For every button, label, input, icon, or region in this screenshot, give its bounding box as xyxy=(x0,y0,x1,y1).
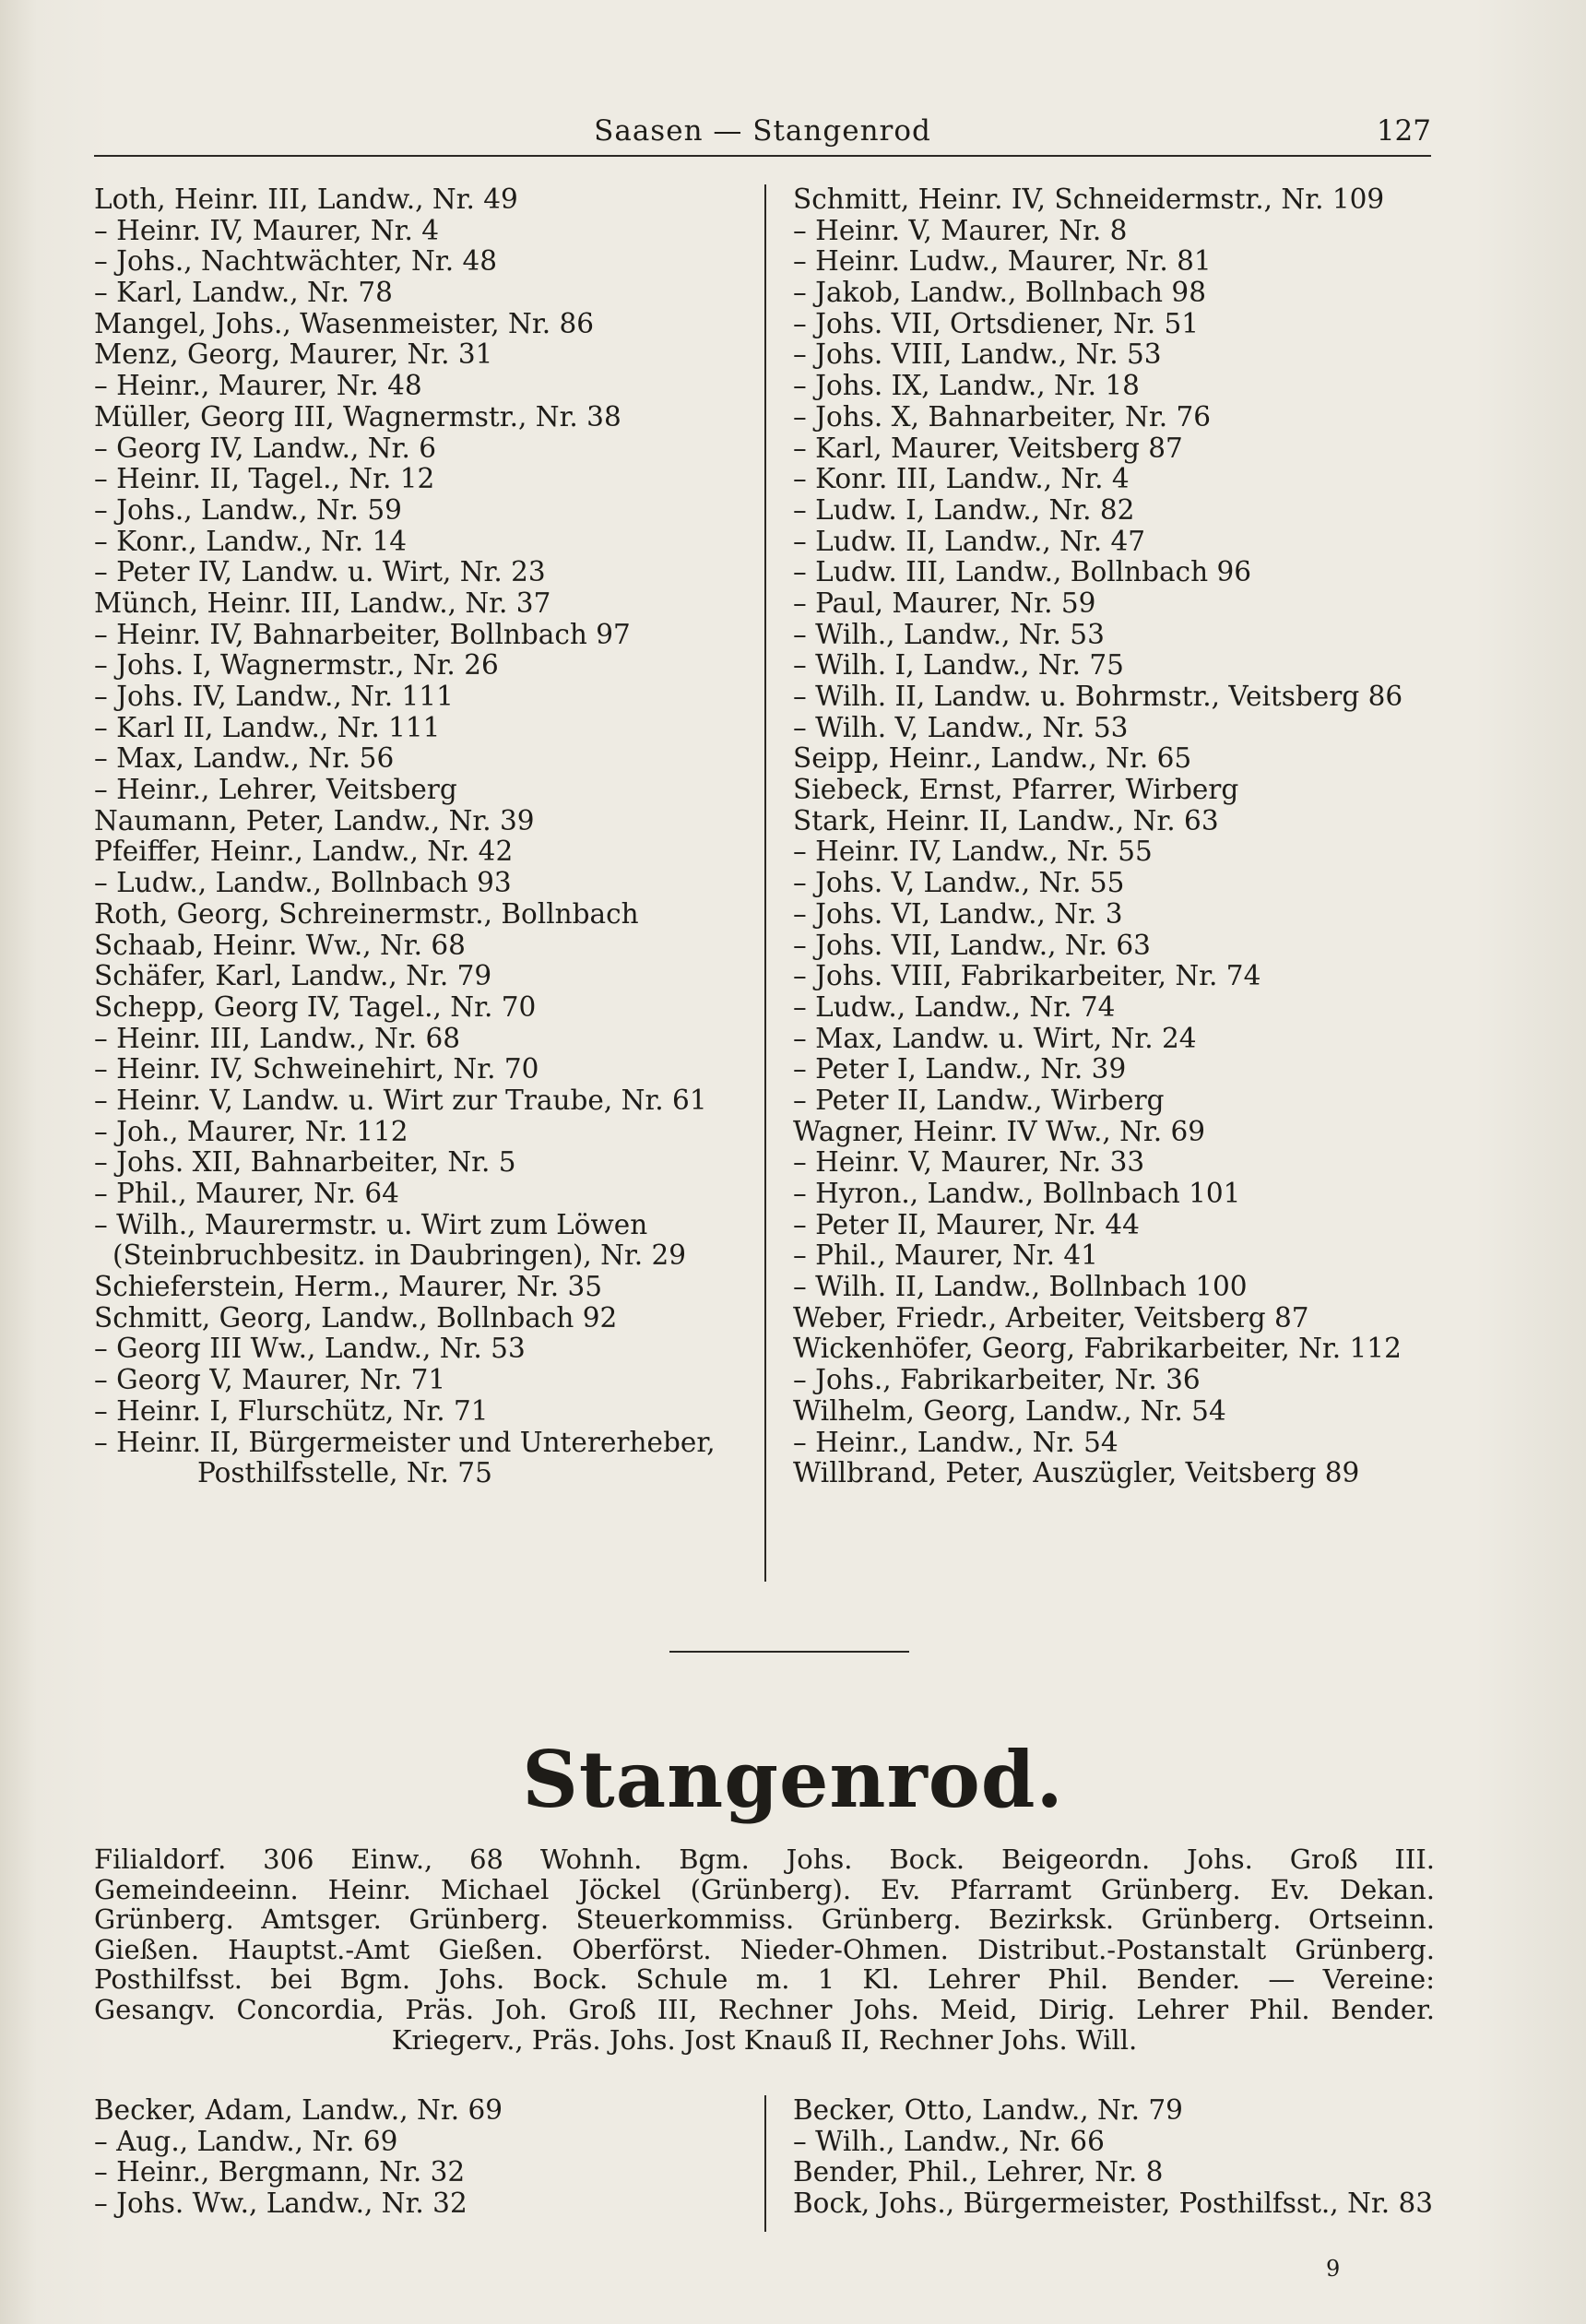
entry-row: – Wilh. II, Landw., Bollnbach 100 xyxy=(793,1271,1248,1303)
entry-row: – Heinr., Bergmann, Nr. 32 xyxy=(94,2156,466,2188)
entry-row: – Wilh., Landw., Nr. 53 xyxy=(793,618,1105,650)
entry-row: – Ludw., Landw., Bollnbach 93 xyxy=(94,867,512,899)
entry-row: – Heinr. II, Bürgermeister und Untererheber, xyxy=(94,1426,716,1458)
entry-row: Pfeiffer, Heinr., Landw., Nr. 42 xyxy=(94,836,514,868)
entry-row: – Johs. Ww., Landw., Nr. 32 xyxy=(94,2188,468,2220)
entry-row: Schmitt, Georg, Landw., Bollnbach 92 xyxy=(94,1301,618,1334)
entry-row: Bock, Johs., Bürgermeister, Posthilfsst., Nr. 83 xyxy=(793,2188,1434,2220)
entry-row: – Peter II, Maurer, Nr. 44 xyxy=(793,1208,1140,1240)
entry-row: Loth, Heinr. III, Landw., Nr. 49 xyxy=(94,184,518,215)
entry-row: – Wilh. V, Landw., Nr. 53 xyxy=(793,711,1129,743)
right-column xyxy=(793,184,1438,1489)
column-divider-bottom xyxy=(764,2095,766,2232)
entry-row: Münch, Heinr. III, Landw., Nr. 37 xyxy=(94,587,551,619)
entry-row: Stark, Heinr. II, Landw., Nr. 63 xyxy=(793,804,1219,836)
entry-row: – Heinr. IV, Landw., Nr. 55 xyxy=(793,836,1153,868)
entry-row: – Johs. X, Bahnarbeiter, Nr. 76 xyxy=(793,400,1211,433)
entry-row: – Heinr. III, Landw., Nr. 68 xyxy=(94,1022,460,1054)
entry-row: – Wilh. I, Landw., Nr. 75 xyxy=(793,649,1124,682)
running-title: Saasen — Stangenrod xyxy=(594,114,931,148)
intro-line: Grünberg. Amtsger. Grünberg. Steuerkommiss. Grünberg. Bezirksk. Grünberg. Ortseinn. xyxy=(94,1903,1435,1936)
entry-row: – Aug., Landw., Nr. 69 xyxy=(94,2125,398,2157)
entry-row: – Karl II, Landw., Nr. 111 xyxy=(94,711,441,743)
entry-row: Wilhelm, Georg, Landw., Nr. 54 xyxy=(793,1394,1226,1427)
entry-row: – Paul, Maurer, Nr. 59 xyxy=(793,587,1096,619)
entry-row: – Max, Landw. u. Wirt, Nr. 24 xyxy=(793,1022,1197,1054)
running-header xyxy=(94,109,1431,157)
entry-row: Schäfer, Karl, Landw., Nr. 79 xyxy=(94,960,492,992)
entry-row: – Heinr. V, Landw. u. Wirt zur Traube, Nr. 61 xyxy=(94,1084,707,1116)
entry-row: – Georg IV, Landw., Nr. 6 xyxy=(94,432,436,464)
page-number: 127 xyxy=(1376,114,1431,148)
entry-row: – Johs. V, Landw., Nr. 55 xyxy=(793,867,1125,899)
entry-row: – Wilh., Maurermstr. u. Wirt zum Löwen xyxy=(94,1208,648,1240)
entry-row: – Ludw., Landw., Nr. 74 xyxy=(793,990,1116,1023)
entry-row: – Joh., Maurer, Nr. 112 xyxy=(94,1115,408,1147)
entry-row: Mangel, Johs., Wasenmeister, Nr. 86 xyxy=(94,307,595,339)
entry-row: – Heinr. IV, Schweinehirt, Nr. 70 xyxy=(94,1053,539,1085)
entry-row: – Ludw. II, Landw., Nr. 47 xyxy=(793,525,1146,557)
entry-row: – Heinr. V, Maurer, Nr. 33 xyxy=(793,1146,1145,1179)
entry-row: Posthilfsstelle, Nr. 75 xyxy=(197,1457,492,1489)
entry-row: Schaab, Heinr. Ww., Nr. 68 xyxy=(94,929,466,961)
entry-row: – Johs. VII, Landw., Nr. 63 xyxy=(793,929,1151,961)
entry-row: – Heinr. Ludw., Maurer, Nr. 81 xyxy=(793,245,1212,278)
entry-row: – Heinr., Lehrer, Veitsberg xyxy=(94,774,457,806)
entry-row: Menz, Georg, Maurer, Nr. 31 xyxy=(94,338,493,371)
entry-row: – Ludw. III, Landw., Bollnbach 96 xyxy=(793,556,1251,588)
entry-row: – Johs. I, Wagnermstr., Nr. 26 xyxy=(94,649,499,682)
entry-row: – Phil., Maurer, Nr. 41 xyxy=(793,1239,1098,1272)
intro-line: Gießen. Hauptst.-Amt Gießen. Oberförst. Nieder-Ohmen. Distribut.-Postanstalt Grünberg. xyxy=(94,1933,1435,1965)
intro-line: Gesangv. Concordia, Präs. Joh. Groß III, Rechner Johs. Meid, Dirig. Lehrer Phil. Bender. xyxy=(94,1993,1435,2025)
intro-line: Filialdorf. 306 Einw., 68 Wohnh. Bgm. Johs. Bock. Beigeordn. Johs. Groß III. xyxy=(94,1844,1435,1875)
entry-row: Schmitt, Heinr. IV, Schneidermstr., Nr. 109 xyxy=(793,184,1385,215)
entry-row: – Max, Landw., Nr. 56 xyxy=(94,742,395,775)
entry-row: – Heinr. II, Tagel., Nr. 12 xyxy=(94,463,435,495)
entry-row: Willbrand, Peter, Auszügler, Veitsberg 89 xyxy=(793,1457,1360,1489)
entry-row: – Peter IV, Landw. u. Wirt, Nr. 23 xyxy=(94,556,546,588)
entry-row: – Karl, Maurer, Veitsberg 87 xyxy=(793,432,1183,464)
entry-row: – Konr. III, Landw., Nr. 4 xyxy=(793,463,1130,495)
entry-row: Siebeck, Ernst, Pfarrer, Wirberg xyxy=(793,774,1239,806)
entry-row: Schieferstein, Herm., Maurer, Nr. 35 xyxy=(94,1271,603,1303)
entry-row: Müller, Georg III, Wagnermstr., Nr. 38 xyxy=(94,400,621,433)
entry-row: – Wilh. II, Landw. u. Bohrmstr., Veitsberg 86 xyxy=(793,681,1403,712)
entry-row: – Heinr. I, Flurschütz, Nr. 71 xyxy=(94,1394,489,1427)
entry-row: – Heinr. IV, Maurer, Nr. 4 xyxy=(94,214,440,246)
entry-row: Wagner, Heinr. IV Ww., Nr. 69 xyxy=(793,1115,1206,1147)
entry-row: – Phil., Maurer, Nr. 64 xyxy=(94,1178,399,1209)
entry-row: – Peter I, Landw., Nr. 39 xyxy=(793,1053,1127,1085)
bottom-left-column xyxy=(94,2095,749,2220)
entry-row: – Heinr. IV, Bahnarbeiter, Bollnbach 97 xyxy=(94,618,631,650)
entry-row: Becker, Otto, Landw., Nr. 79 xyxy=(793,2094,1183,2126)
entry-row: Becker, Adam, Landw., Nr. 69 xyxy=(94,2094,503,2126)
bottom-right-column xyxy=(793,2095,1438,2220)
entry-row: – Johs. VIII, Fabrikarbeiter, Nr. 74 xyxy=(793,960,1261,992)
entry-row: Wickenhöfer, Georg, Fabrikarbeiter, Nr. 112 xyxy=(793,1333,1402,1365)
entry-row: Schepp, Georg IV, Tagel., Nr. 70 xyxy=(94,990,537,1023)
intro-line: Posthilfsst. bei Bgm. Johs. Bock. Schule m. 1 Kl. Lehrer Phil. Bender. — Vereine: xyxy=(94,1963,1435,1996)
entry-row: – Konr., Landw., Nr. 14 xyxy=(94,525,408,557)
left-column xyxy=(94,184,749,1489)
entry-row: – Johs. IX, Landw., Nr. 18 xyxy=(793,370,1140,402)
entry-row: – Heinr. V, Maurer, Nr. 8 xyxy=(793,214,1128,246)
entry-row: – Johs., Fabrikarbeiter, Nr. 36 xyxy=(793,1364,1201,1396)
entry-row: – Karl, Landw., Nr. 78 xyxy=(94,277,393,309)
entry-row: – Heinr., Landw., Nr. 54 xyxy=(793,1426,1118,1458)
entry-row: – Georg III Ww., Landw., Nr. 53 xyxy=(94,1333,526,1365)
entry-row: Bender, Phil., Lehrer, Nr. 8 xyxy=(793,2156,1164,2188)
entry-row: Roth, Georg, Schreinermstr., Bollnbach xyxy=(94,897,639,930)
signature-mark: 9 xyxy=(1326,2256,1341,2282)
section-separator xyxy=(669,1651,909,1653)
intro-line: Kriegerv., Präs. Johs. Jost Knauß II, Rechner Johs. Will. xyxy=(391,2023,1138,2056)
entry-row: – Jakob, Landw., Bollnbach 98 xyxy=(793,277,1206,309)
entry-row: – Georg V, Maurer, Nr. 71 xyxy=(94,1364,446,1396)
entry-row: (Steinbruchbesitz. in Daubringen), Nr. 29 xyxy=(112,1239,687,1272)
column-divider xyxy=(764,184,766,1582)
entry-row: – Johs. XII, Bahnarbeiter, Nr. 5 xyxy=(94,1146,516,1179)
entry-row: – Johs., Nachtwächter, Nr. 48 xyxy=(94,245,498,278)
entry-row: – Johs. VIII, Landw., Nr. 53 xyxy=(793,338,1162,371)
section-heading: Stangenrod. xyxy=(522,1734,1064,1825)
entry-row: – Hyron., Landw., Bollnbach 101 xyxy=(793,1178,1241,1209)
entry-row: – Heinr., Maurer, Nr. 48 xyxy=(94,370,422,402)
entry-row: – Wilh., Landw., Nr. 66 xyxy=(793,2125,1105,2157)
entry-row: – Johs. IV, Landw., Nr. 111 xyxy=(94,681,454,712)
entry-row: – Ludw. I, Landw., Nr. 82 xyxy=(793,493,1135,526)
entry-row: – Johs., Landw., Nr. 59 xyxy=(94,493,402,526)
entry-row: Weber, Friedr., Arbeiter, Veitsberg 87 xyxy=(793,1301,1309,1334)
entry-row: – Peter II, Landw., Wirberg xyxy=(793,1084,1165,1116)
entry-row: Naumann, Peter, Landw., Nr. 39 xyxy=(94,804,535,836)
section-intro xyxy=(94,1844,1435,2055)
entry-row: Seipp, Heinr., Landw., Nr. 65 xyxy=(793,742,1192,775)
intro-line: Gemeindeeinn. Heinr. Michael Jöckel (Grünberg). Ev. Pfarramt Grünberg. Ev. Dekan. xyxy=(94,1873,1435,1905)
entry-row: – Johs. VI, Landw., Nr. 3 xyxy=(793,897,1123,930)
entry-row: – Johs. VII, Ortsdiener, Nr. 51 xyxy=(793,307,1200,339)
